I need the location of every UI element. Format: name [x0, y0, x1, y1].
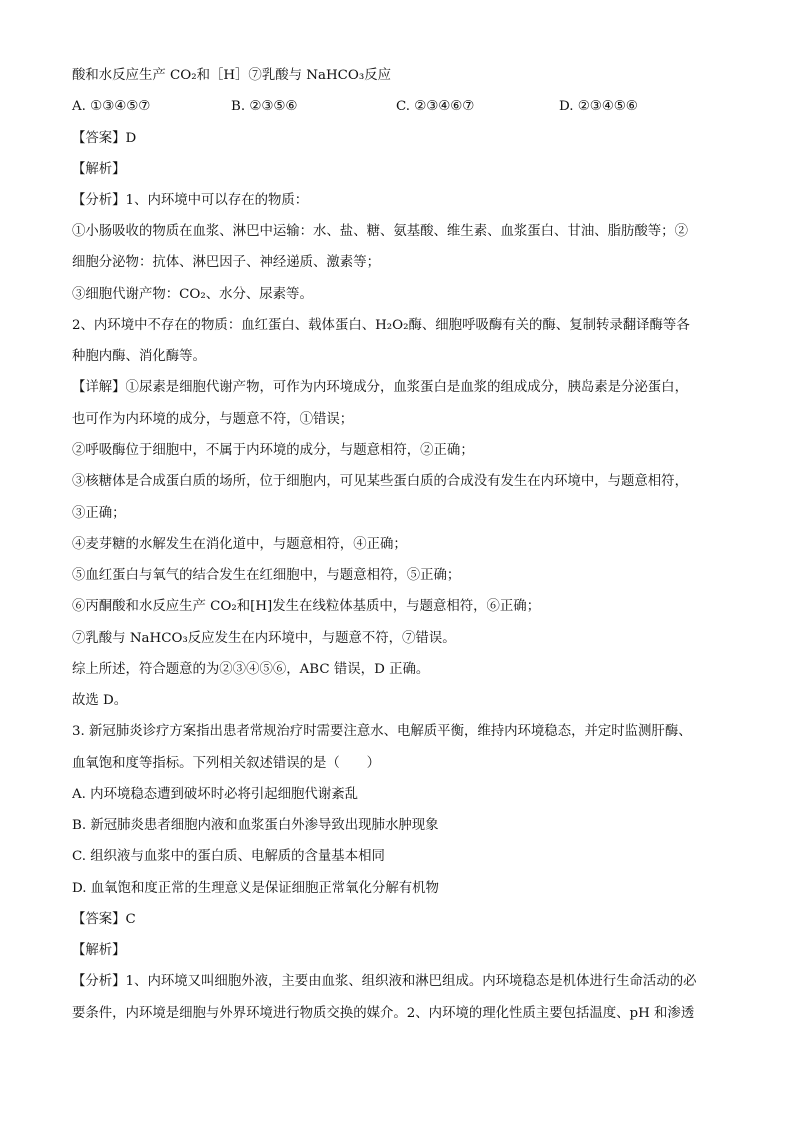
text-line: ⑦乳酸与 NaHCO₃反应发生在内环境中，与题意不符，⑦错误。 — [72, 631, 456, 646]
question-3-option-a: A. 内环境稳态遭到破坏时必将引起细胞代谢紊乱 — [72, 787, 358, 802]
text-line: 2、内环境中不存在的物质：血红蛋白、载体蛋白、H₂O₂酶、细胞呼吸酶有关的酶、复制转录翻译酶等各 — [72, 318, 690, 333]
text-line: ⑤血红蛋白与氧气的结合发生在红细胞中，与题意相符，⑤正确； — [72, 568, 461, 583]
answer-label: 【答案】D — [72, 131, 137, 146]
option-d: D. ②③④⑤⑥ — [559, 99, 638, 114]
question-3-stem: 3. 新冠肺炎诊疗方案指出患者常规治疗时需要注意水、电解质平衡，维持内环境稳态，并定时监测肝酶、 — [72, 724, 692, 739]
answer-options — [72, 97, 724, 117]
text-line: 故选 D。 — [72, 693, 128, 708]
question-3-option-b: B. 新冠肺炎患者细胞内液和血浆蛋白外渗导致出现肺水肿现象 — [72, 818, 439, 833]
text-line: ③细胞代谢产物：CO₂、水分、尿素等。 — [72, 287, 313, 302]
text-line: 综上所述，符合题意的为②③④⑤⑥，ABC 错误，D 正确。 — [72, 662, 430, 677]
text-line: ③核糖体是合成蛋白质的场所，位于细胞内，可见某些蛋白质的合成没有发生在内环境中，与题意相符， — [72, 474, 688, 489]
text-line: 种胞内酶、消化酶等。 — [72, 349, 206, 364]
text-line: 【详解】①尿素是细胞代谢产物，可作为内环境成分，血浆蛋白是血浆的组成成分，胰岛素是分泌蛋白， — [72, 380, 688, 395]
question-3-stem: 血氧饱和度等指标。下列相关叙述错误的是（ ） — [72, 756, 380, 771]
text-line: 酸和水反应生产 CO₂和［H］⑦乳酸与 NaHCO₃反应 — [72, 68, 392, 83]
text-line: 细胞分泌物：抗体、淋巴因子、神经递质、激素等； — [72, 255, 380, 270]
option-a: A. ①③④⑤⑦ — [72, 99, 151, 114]
text-line: 【分析】1、内环境又叫细胞外液，主要由血浆、组织液和淋巴组成。内环境稳态是机体进行生命活动的必 — [72, 974, 697, 989]
question-3-option-d: D. 血氧饱和度正常的生理意义是保证细胞正常氧化分解有机物 — [72, 881, 439, 896]
analysis-label: 【解析】 — [72, 162, 126, 177]
question-3-option-c: C. 组织液与血浆中的蛋白质、电解质的含量基本相同 — [72, 849, 385, 864]
text-line: 【分析】1、内环境中可以存在的物质： — [72, 193, 309, 208]
text-line: ⑥丙酮酸和水反应生产 CO₂和[H]发生在线粒体基质中，与题意相符，⑥正确； — [72, 599, 541, 614]
text-line: 要条件，内环境是细胞与外界环境进行物质交换的媒介。2、内环境的理化性质主要包括温度、pH 和渗透 — [72, 1006, 695, 1021]
text-line: ④麦芽糖的水解发生在消化道中，与题意相符，④正确； — [72, 537, 407, 552]
text-line: ①小肠吸收的物质在血浆、淋巴中运输：水、盐、糖、氨基酸、维生素、血浆蛋白、甘油、脂肪酸等；② — [72, 224, 688, 239]
text-line: ③正确； — [72, 506, 126, 521]
analysis-label: 【解析】 — [72, 943, 126, 958]
text-line: 也可作为内环境的成分，与题意不符，①错误； — [72, 412, 354, 427]
text-line: ②呼吸酶位于细胞中，不属于内环境的成分，与题意相符，②正确； — [72, 443, 474, 458]
answer-label: 【答案】C — [72, 912, 136, 927]
option-c: C. ②③④⑥⑦ — [396, 99, 475, 114]
option-b: B. ②③⑤⑥ — [231, 99, 298, 114]
